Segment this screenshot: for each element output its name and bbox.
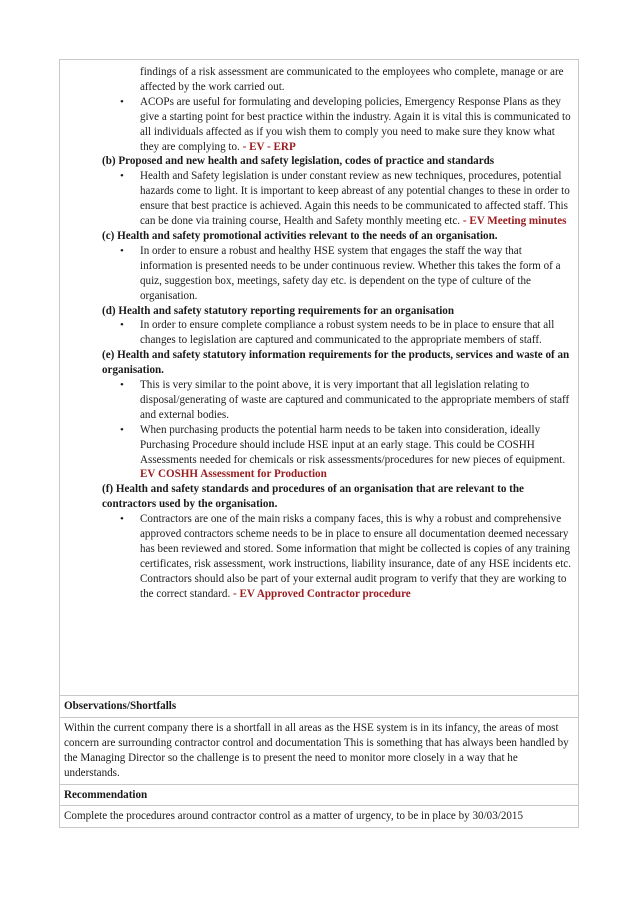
list-item	[102, 95, 574, 155]
recommendation-text: Complete the procedures around contractor control as a matter of urgency, to be in place by 30/03/2015	[64, 810, 524, 823]
list-c-text: In order to ensure a robust and healthy HSE system that engages the staff the way that information is presented needs to be under continuous review. Whether this takes the form of a quiz, suggestion box, meetings, safety day etc. is dependent on the type of culture of the organisation.	[140, 244, 561, 302]
acops-list	[102, 95, 574, 155]
evidence-cell	[60, 60, 578, 696]
evidence-reference-erp: - EV - ERP	[242, 140, 296, 153]
list-item	[102, 169, 574, 229]
list-e-text-1: This is very similar to the point above, it is very important that all legislation relating to disposal/generating of waste are captured and communicated to the appropriate members of staff and external bodies.	[140, 379, 570, 421]
assessment-table	[59, 59, 579, 828]
heading-d: (d) Health and safety statutory reporting requirements for an organisation	[102, 304, 455, 317]
list-b-text: Health and Safety legislation is under constant review as new techniques, procedures, potential hazards come to light. It is important to keep abreast of any potential changes to these in order to ensure that best practice is achieved. Again this needs to be communicated to affected staff. This can be done via training course, Health and Safety monthly meeting etc.	[140, 170, 570, 228]
list-c	[102, 244, 574, 304]
bullet-icon: •	[120, 244, 124, 257]
list-e-text-2: When purchasing products the potential harm needs to be taken into consideration, ideally Purchasing Procedure should include HSE input at an early stage. This could be COSHH Assessments needed for chemicals or risk assessments/procedures for new pieces of equipment.	[140, 423, 566, 466]
observations-label: Observations/Shortfalls	[60, 696, 578, 718]
heading-b: (b) Proposed and new health and safety legislation, codes of practice and standards	[102, 155, 495, 168]
heading-f: (f) Health and safety standards and procedures of an organisation that are relevant to the contractors used by the organisation.	[102, 483, 524, 511]
list-d-text: In order to ensure complete compliance a robust system needs to be in place to ensure that all changes to legislation are captured and communicated to the appropriate members of staff.	[140, 319, 555, 347]
list-f	[102, 512, 574, 601]
observations-text: Within the current company there is a shortfall in all areas as the HSE system is in its infancy, the areas of most concern are surrounding contractor control and documentation This is something that has always been handled by the Managing Director so the challenge is to present the need to monitor more closely in a way that he understands.	[60, 718, 578, 785]
bullet-icon: •	[120, 513, 124, 526]
list-item	[102, 244, 574, 304]
list-item	[102, 423, 574, 483]
recommendation-label: Recommendation	[60, 785, 578, 807]
list-b	[102, 169, 574, 229]
list-e	[102, 378, 574, 482]
list-item	[102, 318, 574, 348]
evidence-reference-contractor: - EV Approved Contractor procedure	[233, 587, 411, 600]
list-f-text: Contractors are one of the main risks a company faces, this is why a robust and comprehensive approved contractors scheme needs to be in place to ensure all documentation deemed necessary has been reviewed and stored. Some information that might be collected is copies of any training certificates, risk assessment, work instructions, liability insurance, date of any HSE incidents etc. Contractors should also be part of your external audit program to verify that they are working to the correct standard.	[140, 513, 572, 600]
list-d	[102, 318, 574, 348]
bullet-icon: •	[120, 95, 124, 108]
bullet-icon: •	[120, 423, 124, 436]
bullet-icon: •	[120, 170, 124, 183]
evidence-reference-coshh: EV COSHH Assessment for Production	[140, 468, 327, 481]
bullet-icon: •	[120, 379, 124, 392]
heading-e: (e) Health and safety statutory information requirements for the products, services and waste of an organisation.	[102, 349, 570, 377]
list-item	[102, 378, 574, 423]
acops-text: ACOPs are useful for formulating and developing policies, Emergency Response Plans as they give a starting point for best practice within the industry. Again it is vital this is communicated to all individuals affected as if you wish them to comply you need to make sure they know what they are complying to.	[140, 95, 571, 153]
evidence-reference-meeting: - EV Meeting minutes	[462, 215, 567, 228]
heading-c: (c) Health and safety promotional activities relevant to the needs of an organisation.	[102, 229, 498, 242]
continuation-text: findings of a risk assessment are communicated to the employees who complete, manage or are affected by the work carried out.	[140, 66, 564, 93]
list-item	[102, 512, 574, 601]
bullet-icon: •	[120, 319, 124, 332]
